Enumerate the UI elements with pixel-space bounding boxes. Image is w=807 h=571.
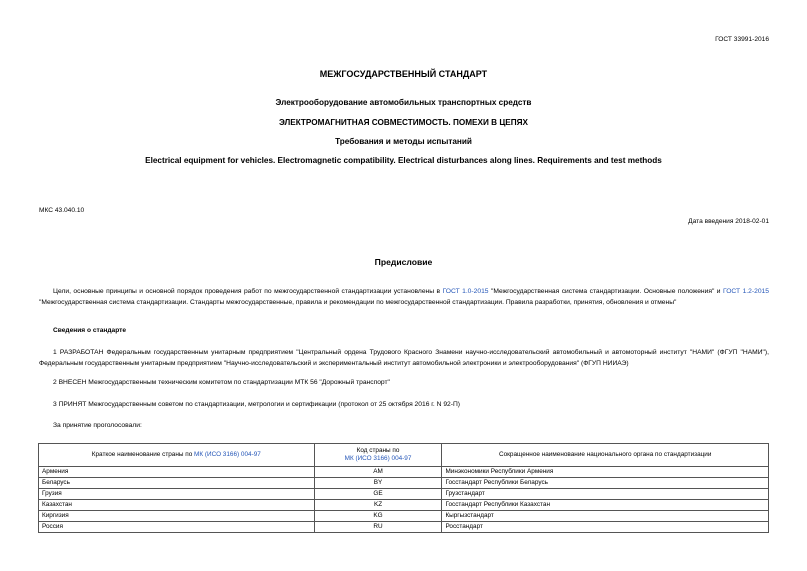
country-cell: Армения: [39, 467, 315, 478]
country-cell: Казахстан: [39, 500, 315, 511]
body-cell: Росстандарт: [442, 522, 769, 533]
body-cell: Грузстандарт: [442, 489, 769, 500]
mk-iso-link[interactable]: МК (ИСО 3166) 004-97: [194, 451, 261, 458]
body-cell: Кыргызстандарт: [442, 511, 769, 522]
topic-title: ЭЛЕКТРОМАГНИТНАЯ СОВМЕСТИМОСТЬ. ПОМЕХИ В ЦЕПЯХ: [278, 118, 528, 127]
table-row: [39, 467, 769, 478]
body-cell: Минэкономики Республики Армения: [442, 467, 769, 478]
column-header-body: Сокращенное наименование национального органа по стандартизации: [442, 444, 769, 467]
mk-iso-link[interactable]: МК (ИСО 3166) 004-97: [344, 455, 412, 462]
body-cell: Госстандарт Республики Казахстан: [442, 500, 769, 511]
paragraph-text: Цели, основные принципы и основной порядок проведения работ по межгосударственной стандартизации установлены в: [53, 288, 443, 295]
table-row: [39, 522, 769, 533]
item-adopted: 3 ПРИНЯТ Межгосударственным советом по стандартизации, метрологии и сертификации (протокол от 25 октября 2016 г. N 92-П): [53, 401, 461, 408]
header-text: Код страны по: [356, 447, 400, 454]
country-cell: Россия: [39, 522, 315, 533]
voted-label: За принятие проголосовали:: [53, 422, 142, 429]
intro-date: Дата введения 2018-02-01: [688, 218, 769, 225]
document-id: ГОСТ 33991-2016: [715, 36, 769, 43]
country-cell: Киргизия: [39, 511, 315, 522]
code-cell: AM: [314, 467, 442, 478]
code-cell: KZ: [314, 500, 442, 511]
country-cell: Грузия: [39, 489, 315, 500]
code-cell: RU: [314, 522, 442, 533]
table-row: [39, 489, 769, 500]
voting-table: [38, 443, 769, 533]
item-introduced: 2 ВНЕСЕН Межгосударственным техническим комитетом по стандартизации МТК 56 "Дорожный транспорт": [53, 379, 390, 386]
paragraph-text: "Межгосударственная система стандартизации. Основные положения" и: [488, 288, 723, 295]
subtopic-title: Требования и методы испытаний: [335, 137, 472, 146]
code-cell: KG: [314, 511, 442, 522]
table-header-row: [39, 444, 769, 467]
subject-title: Электрооборудование автомобильных транспортных средств: [275, 98, 532, 107]
table-row: [39, 500, 769, 511]
header-text: Краткое наименование страны по: [91, 451, 195, 458]
standard-info-heading: Сведения о стандарте: [53, 327, 127, 334]
column-header-country: [39, 444, 315, 467]
item-developed: 1 РАЗРАБОТАН Федеральным государственным унитарным предприятием "Центральный ордена Трудового Красного Знамени научно-исследовательский автомобильный и автомоторный институт "НАМИ" (ФГУП "НАМИ"), Федеральным государственным унитарным предприятием "Научно-исследовательский и экспериментальный институт автомобильной электроники и электрооборудования" (ФГУП НИИАЭ): [39, 349, 769, 367]
foreword-paragraph-1: [39, 287, 769, 308]
gost-1-0-link[interactable]: ГОСТ 1.0-2015: [442, 288, 489, 295]
standard-type-heading: МЕЖГОСУДАРСТВЕННЫЙ СТАНДАРТ: [319, 69, 488, 79]
country-cell: Беларусь: [39, 478, 315, 489]
paragraph-text: "Межгосударственная система стандартизации. Стандарты межгосударственные, правила и рекомендации по межгосударственной стандартизации. Правила разработки, принятия, обновления и отмены": [39, 298, 677, 306]
code-cell: BY: [314, 478, 442, 489]
column-header-code: [314, 444, 442, 467]
table-row: [39, 511, 769, 522]
code-cell: GE: [314, 489, 442, 500]
mks-code: МКС 43.040.10: [39, 207, 85, 214]
foreword-heading: Предисловие: [374, 257, 433, 267]
body-cell: Госстандарт Республики Беларусь: [442, 478, 769, 489]
table-row: [39, 478, 769, 489]
english-title: Electrical equipment for vehicles. Electromagnetic compatibility. Electrical disturbances along lines. Requirements and test methods: [145, 156, 662, 165]
gost-1-2-link[interactable]: ГОСТ 1.2-2015: [722, 288, 769, 295]
